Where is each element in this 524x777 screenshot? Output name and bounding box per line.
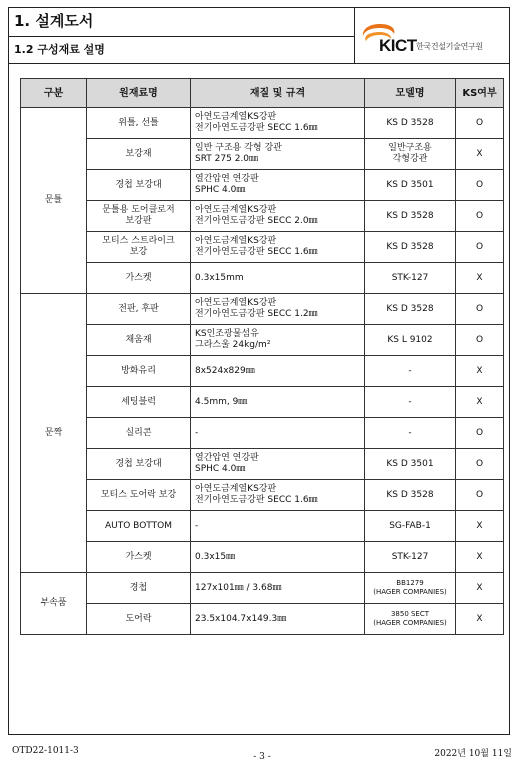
model-cell — [365, 232, 456, 263]
model-cell — [365, 542, 456, 573]
table-row — [21, 139, 504, 170]
ks-cell: O — [456, 325, 504, 356]
table-row — [21, 418, 504, 449]
model-cell-line: KS L 9102 — [387, 334, 433, 345]
model-cell-line: - — [408, 365, 412, 376]
material-cell — [87, 480, 191, 511]
group-label: 부속품 — [21, 573, 87, 635]
spec-cell — [191, 201, 365, 232]
spec-cell-line: 전기아연도금강판 SECC 1.2㎜ — [195, 309, 318, 319]
model-cell-line: KS D 3528 — [386, 117, 434, 128]
material-cell-line: 문틀용 도어클로저 — [102, 205, 175, 215]
model-cell-line: - — [408, 396, 412, 407]
ks-cell: X — [456, 573, 504, 604]
material-cell — [87, 573, 191, 604]
ks-cell: X — [456, 542, 504, 573]
column-header: KS여부 — [456, 79, 504, 108]
ks-cell: O — [456, 418, 504, 449]
spec-cell-line: 4.5mm, 9㎜ — [195, 396, 248, 407]
material-cell-line: 방화유리 — [121, 365, 156, 376]
spec-cell-line: 아연도금계열KS강판 — [195, 236, 277, 246]
ks-cell: O — [456, 480, 504, 511]
model-cell-line: 일반구조용 — [388, 143, 432, 153]
material-cell — [87, 542, 191, 573]
material-cell — [87, 294, 191, 325]
model-cell-line: STK-127 — [391, 272, 429, 283]
ks-cell: O — [456, 170, 504, 201]
spec-cell-line: SPHC 4.0㎜ — [195, 185, 246, 195]
spec-cell-line: 전기아연도금강판 SECC 2.0㎜ — [195, 216, 318, 226]
spec-cell — [191, 139, 365, 170]
ks-cell: X — [456, 263, 504, 294]
model-cell-line: 각형강관 — [392, 154, 428, 164]
table-body — [21, 108, 504, 635]
spec-cell-line: SRT 275 2.0㎜ — [195, 154, 259, 164]
model-cell — [365, 108, 456, 139]
ks-cell: X — [456, 139, 504, 170]
table-row — [21, 294, 504, 325]
ks-cell: X — [456, 387, 504, 418]
model-cell-line: KS D 3528 — [386, 241, 434, 252]
model-cell-line: BB1279 — [396, 579, 424, 587]
model-cell — [365, 294, 456, 325]
ks-cell: X — [456, 604, 504, 635]
model-cell-line: KS D 3501 — [386, 458, 434, 469]
spec-cell — [191, 232, 365, 263]
material-cell — [87, 387, 191, 418]
spec-cell-line: 그라스울 24kg/m² — [195, 340, 271, 350]
material-cell-line: 채움재 — [125, 334, 152, 345]
spec-cell-line: - — [195, 427, 199, 438]
model-cell — [365, 604, 456, 635]
section-title: 1. 설계도서 — [8, 7, 355, 37]
model-cell-line: STK-127 — [391, 551, 429, 562]
table-row — [21, 387, 504, 418]
material-cell-line: 도어락 — [125, 613, 152, 624]
table-row — [21, 325, 504, 356]
spec-cell — [191, 480, 365, 511]
spec-cell — [191, 449, 365, 480]
table-row — [21, 542, 504, 573]
material-spec-table — [20, 78, 504, 635]
spec-cell-line: KS인조광물섬유 — [195, 329, 259, 339]
model-cell — [365, 449, 456, 480]
org-name: 한국건설기술연구원 — [416, 42, 483, 51]
column-header: 재질 및 규격 — [191, 79, 365, 108]
ks-cell: O — [456, 294, 504, 325]
model-cell-line: KS D 3501 — [386, 179, 434, 190]
material-cell-line: AUTO BOTTOM — [105, 520, 172, 531]
logo-wordmark: KICT — [379, 36, 417, 55]
spec-cell — [191, 573, 365, 604]
spec-cell — [191, 511, 365, 542]
spec-cell-line: 전기아연도금강판 SECC 1.6㎜ — [195, 247, 318, 257]
spec-cell — [191, 542, 365, 573]
model-cell-line: (HAGER COMPANIES) — [373, 619, 447, 627]
material-cell — [87, 263, 191, 294]
ks-cell: X — [456, 511, 504, 542]
model-cell-line: (HAGER COMPANIES) — [373, 588, 447, 596]
spec-cell-line: 열간압연 연강판 — [195, 453, 259, 463]
material-cell-line: 모티스 스트라이크 — [102, 236, 175, 246]
spec-cell-line: 8x524x829㎜ — [195, 365, 255, 376]
ks-cell: O — [456, 108, 504, 139]
model-cell — [365, 201, 456, 232]
spec-cell-line: 열간압연 연강판 — [195, 174, 259, 184]
spec-cell-line: 127x101㎜ / 3.68㎜ — [195, 582, 282, 593]
model-cell — [365, 511, 456, 542]
table-row — [21, 480, 504, 511]
material-cell-line: 경첩 — [129, 582, 148, 593]
spec-cell — [191, 418, 365, 449]
material-cell — [87, 170, 191, 201]
material-cell-line: 위틀, 선틀 — [118, 117, 159, 128]
ks-cell: X — [456, 356, 504, 387]
model-cell — [365, 387, 456, 418]
doc-date: 2022년 10월 11일 — [434, 749, 512, 759]
model-cell — [365, 480, 456, 511]
material-cell-line: 보강재 — [125, 148, 152, 159]
model-cell-line: KS D 3528 — [386, 489, 434, 500]
table-row — [21, 511, 504, 542]
model-cell-line: SG-FAB-1 — [389, 520, 431, 531]
column-header: 모델명 — [365, 79, 456, 108]
model-cell-line: KS D 3528 — [386, 303, 434, 314]
spec-cell-line: SPHC 4.0㎜ — [195, 464, 246, 474]
material-cell-line: 전판, 후판 — [118, 303, 159, 314]
spec-cell-line: 아연도금계열KS강판 — [195, 205, 277, 215]
spec-cell — [191, 604, 365, 635]
ks-cell: O — [456, 232, 504, 263]
material-cell — [87, 449, 191, 480]
table-row — [21, 170, 504, 201]
material-cell-line: 보강 — [129, 247, 148, 257]
spec-cell-line: - — [195, 520, 199, 531]
table-row — [21, 449, 504, 480]
model-cell-line: KS D 3528 — [386, 210, 434, 221]
table-row — [21, 108, 504, 139]
kict-logo — [360, 20, 508, 56]
material-cell — [87, 418, 191, 449]
table-row — [21, 201, 504, 232]
model-cell — [365, 139, 456, 170]
model-cell — [365, 573, 456, 604]
spec-cell-line: 0.3x15㎜ — [195, 551, 236, 562]
table-row — [21, 573, 504, 604]
material-cell-line: 모티스 도어락 보강 — [100, 489, 177, 500]
model-cell — [365, 418, 456, 449]
material-cell-line: 실리콘 — [125, 427, 152, 438]
spec-cell-line: 아연도금계열KS강판 — [195, 298, 277, 308]
table-row — [21, 604, 504, 635]
ks-cell: O — [456, 201, 504, 232]
spec-cell-line: 아연도금계열KS강판 — [195, 112, 277, 122]
spec-cell-line: 일반 구조용 각형 강관 — [195, 143, 282, 153]
spec-cell — [191, 263, 365, 294]
doc-code: OTD22-1011-3 — [12, 746, 79, 756]
page-number: - 3 - — [253, 752, 271, 762]
spec-cell — [191, 387, 365, 418]
table-row — [21, 263, 504, 294]
model-cell — [365, 356, 456, 387]
model-cell — [365, 263, 456, 294]
column-header: 구분 — [21, 79, 87, 108]
spec-cell — [191, 294, 365, 325]
spec-cell — [191, 108, 365, 139]
material-cell — [87, 356, 191, 387]
subsection-title: 1.2 구성재료 설명 — [8, 37, 355, 63]
model-cell — [365, 170, 456, 201]
material-cell — [87, 511, 191, 542]
group-label: 문짝 — [21, 294, 87, 573]
spec-cell-line: 23.5x104.7x149.3㎜ — [195, 613, 287, 624]
spec-cell — [191, 170, 365, 201]
material-cell — [87, 139, 191, 170]
material-cell-line: 가스켓 — [125, 551, 152, 562]
material-cell — [87, 604, 191, 635]
material-cell — [87, 108, 191, 139]
spec-cell — [191, 325, 365, 356]
column-header: 원재료명 — [87, 79, 191, 108]
header-divider — [8, 63, 510, 64]
material-cell-line: 보강판 — [125, 216, 152, 226]
material-cell-line: 경첩 보강대 — [115, 458, 162, 469]
group-label: 문틀 — [21, 108, 87, 294]
table-row — [21, 356, 504, 387]
material-cell — [87, 201, 191, 232]
material-cell-line: 경첩 보강대 — [115, 179, 162, 190]
material-cell — [87, 232, 191, 263]
model-cell-line: - — [408, 427, 412, 438]
ks-cell: O — [456, 449, 504, 480]
spec-cell-line: 전기아연도금강판 SECC 1.6㎜ — [195, 123, 318, 133]
table-row — [21, 232, 504, 263]
spec-cell — [191, 356, 365, 387]
spec-cell-line: 0.3x15mm — [195, 272, 244, 283]
material-cell-line: 가스켓 — [125, 272, 152, 283]
material-cell-line: 세팅블럭 — [121, 396, 156, 407]
spec-cell-line: 전기아연도금강판 SECC 1.6㎜ — [195, 495, 318, 505]
material-cell — [87, 325, 191, 356]
model-cell-line: 3850 SECT — [390, 610, 430, 618]
model-cell — [365, 325, 456, 356]
spec-cell-line: 아연도금계열KS강판 — [195, 484, 277, 494]
table-header-row — [21, 79, 504, 108]
